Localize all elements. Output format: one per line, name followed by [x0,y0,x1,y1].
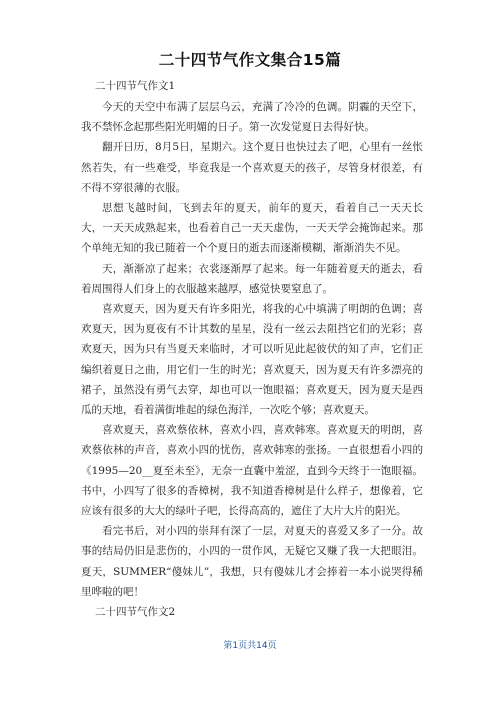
paragraph: 喜欢夏天，喜欢蔡依林，喜欢小四，喜欢韩寒。喜欢夏天的明朗，喜欢蔡依林的声音，喜欢小四的忧伤，喜欢韩寒的张扬。一直很想看小四的《1995—20__夏至未至》，无奈一直囊中羞涩，直到今天终于一饱眼福。书中，小四写了很多的香樟树，我不知道香樟树是什么样子，想像着，它应该有很多的大大的绿叶子吧，长得高高的，遮住了大片大片的阳光。 [81,424,423,518]
paragraph: 天，渐渐凉了起来；衣裳逐渐厚了起来。每一年随着夏天的逝去，看着周围得人们身上的衣服越来越厚，感觉快要窒息了。 [81,262,423,295]
document-body [81,76,423,623]
paragraph: 思想飞越时间，飞到去年的夏天，前年的夏天，看着自己一天天长大，一天天成熟起来，也看着自己一天天虚伪，一天天学会掩饰起来。那个单纯无知的我已随着一个个夏日的逝去而逐渐模糊，渐渐消失不见。 [81,202,423,255]
section-heading-1: 二十四节气作文1 [95,80,176,92]
paragraph: 看完书后，对小四的崇拜有深了一层，对夏天的喜爱又多了一分。故事的结局仍旧是悲伤的，小四的一贯作风，无疑它又赚了我一大把眼泪。夏天，SUMMER“傻妹儿”，我想，只有傻妹儿才会捧着一本小说哭得稀里哗啦的吧！ [81,525,423,598]
paragraph: 喜欢夏天，因为夏天有许多阳光，将我的心中填满了明朗的色调；喜欢夏天，因为夏夜有不计其数的星星，没有一丝云去阻挡它们的光彩；喜欢夏天，因为只有当夏天来临时，才可以听见此起彼伏的知了声，它们正编织着夏日之曲，用它们一生的时光；喜欢夏天，因为夏天有许多漂亮的裙子，虽然没有勇气去穿，却也可以一饱眼福；喜欢夏天，因为夏天是西瓜的天地，看着满街堆起的绿色海洋，一次吃个够；喜欢夏天。 [81,303,423,417]
document-title: 二十四节气作文集合15篇 [158,51,342,69]
section-heading-2: 二十四节气作文2 [95,606,176,619]
paragraph: 翻开日历，8月5日，星期六。这个夏日也快过去了吧，心里有一丝怅然若失，有一些难受，毕竟我是一个喜欢夏天的孩子，尽管身材很差，有不得不穿很薄的衣服。 [81,141,423,194]
page-number-footer: 第1页共14页 [223,641,277,651]
paragraph: 今天的天空中布满了层层乌云，充满了冷冷的色调。阴霾的天空下，我不禁怀念起那些阳光明媚的日子。第一次发觉夏日去得好快。 [81,101,423,134]
